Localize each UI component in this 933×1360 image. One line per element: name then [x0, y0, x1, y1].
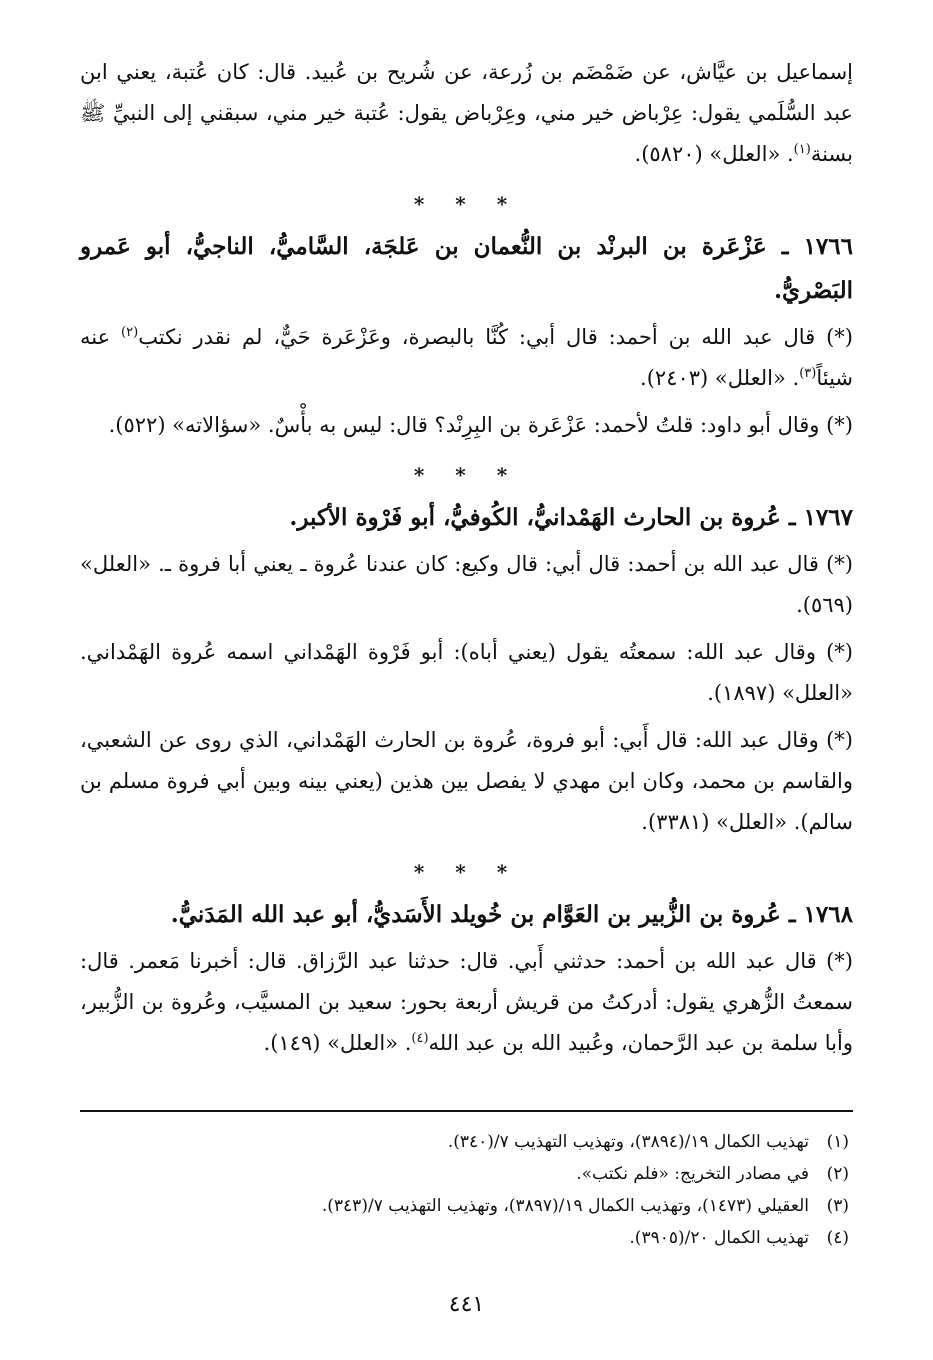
footnote-text: في مصادر التخريج: «فلم نكتب». [576, 1164, 809, 1184]
footnote-3 [80, 1190, 853, 1222]
footnote-text: العقيلي (١٤٧٣)، وتهذيب الكمال ١٩/(٣٨٩٧)، وتهذيب التهذيب ٧/(٣٤٣). [321, 1196, 809, 1216]
footnotes-section [80, 1110, 853, 1254]
footnote-text: تهذيب الكمال ٢٠/(٣٩٠٥). [629, 1228, 809, 1248]
entry-1766-paragraph-1 [80, 317, 853, 399]
entry-1766-heading: ١٧٦٦ ـ عَزْعَرة بن البرنْد بن النُّعمان بن عَلجَة، السَّاميُّ، الناجيُّ، أبو عَمرو البَصْريُّ. [80, 233, 853, 304]
entry-1767-paragraph-1: (*) قال عبد الله بن أحمد: قال أبي: قال وكيع: كان عندنا عُروة ـ يعني أبا فروة ـ. «العلل» (٥٦٩). [80, 552, 853, 617]
intro-paragraph [80, 52, 853, 175]
footnote-text: تهذيب الكمال ١٩/(٣٨٩٤)، وتهذيب التهذيب ٧/(٣٤٠). [447, 1132, 809, 1152]
section-separator-3: * * * [413, 860, 520, 884]
section-separator-1: * * * [413, 192, 520, 216]
entry-1766-p1-part-3: . «العلل» (٢٤٠٣). [640, 366, 800, 390]
entry-1767-paragraph-3: (*) وقال عبد الله: قال أَبي: أبو فروة، عُروة بن الحارث الهَمْداني، الذي روى عن الشعبي، والقاسم بن محمد، وكان ابن مهدي لا يفصل بين هذين (يعني بينه وبين أبي فروة مسلم بن سالم). «العلل» (٣٣٨١). [80, 728, 853, 834]
intro-text-part-2: . «العلل» (٥٨٢٠). [634, 142, 794, 166]
footnote-number: (٢) [826, 1164, 849, 1184]
entry-1766-p1-part-2: عنه شيئاً [80, 325, 853, 390]
footnote-4 [80, 1222, 853, 1254]
footnote-number: (١) [826, 1132, 849, 1152]
section-separator-2: * * * [413, 463, 520, 487]
entry-1767-heading: ١٧٦٧ ـ عُروة بن الحارث الهَمْدانيُّ، الكُوفيُّ، أبو فَرْوة الأكبر. [289, 504, 853, 531]
footnote-number: (٤) [826, 1228, 849, 1248]
entry-1766-paragraph-2: (*) وقال أبو داود: قلتُ لأحمد: عَزْعَرة بن البِرِنْد؟ قال: ليس به بأْسٌ. «سؤالاته» (٥٢٢). [108, 413, 853, 437]
entry-1768-p1-part-1: (*) قال عبد الله بن أحمد: حدثني أَبي. قال: حدثنا عبد الرَّزاق. قال: أخبرنا مَعمر. قال: سمعتُ الزُّهري يقول: أدركتُ من قريش أربعة بحور: سعيد بن المسيَّب، وعُروة بن الزُّبير، وأبا سلمة بن عبد الرَّحمان، وعُبيد الله بن عبد الله [80, 949, 853, 1055]
entry-1768-p1-part-2: . «العلل» (١٤٩). [263, 1031, 412, 1055]
page-number: ٤٤١ [448, 1292, 485, 1317]
entry-1766-p1-part-1: (*) قال عبد الله بن أحمد: قال أبي: كُنَّا بالبصرة، وعَزْعَرة حَيٌّ، لم نقدر نكتب [138, 325, 853, 349]
footnote-2 [80, 1158, 853, 1190]
footnote-ref-2[interactable]: (٢) [121, 325, 139, 340]
intro-text-part-1: إسماعيل بن عيَّاش، عن ضَمْضَم بن زُرعة، عن شُريح بن عُبيد. قال: كان عُتبة، يعني ابن عبد السُّلَمي يقول: عِرْباض خير مني، وعِرْباض يقول: عُتبة خير مني، سبقني إلى النبيِّ ﷺ بسنة [80, 60, 853, 166]
footnote-1 [80, 1126, 853, 1158]
main-text [80, 52, 853, 1070]
footnote-ref-4[interactable]: (٤) [411, 1031, 429, 1046]
footnote-number: (٣) [826, 1196, 849, 1216]
entry-1767-paragraph-2: (*) وقال عبد الله: سمعتُه يقول (يعني أباه): أبو فَرْوة الهَمْداني اسمه عُروة الهَمْداني. «العلل» (١٨٩٧). [80, 640, 853, 705]
entry-1768-paragraph-1 [80, 941, 853, 1064]
footnote-ref-1[interactable]: (١) [793, 142, 811, 157]
entry-1768-heading: ١٧٦٨ ـ عُروة بن الزُّبير بن العَوَّام بن خُويلد الأَسَديُّ، أبو عبد الله المَدَنيُّ. [170, 901, 853, 928]
footnote-ref-3[interactable]: (٣) [799, 366, 817, 381]
